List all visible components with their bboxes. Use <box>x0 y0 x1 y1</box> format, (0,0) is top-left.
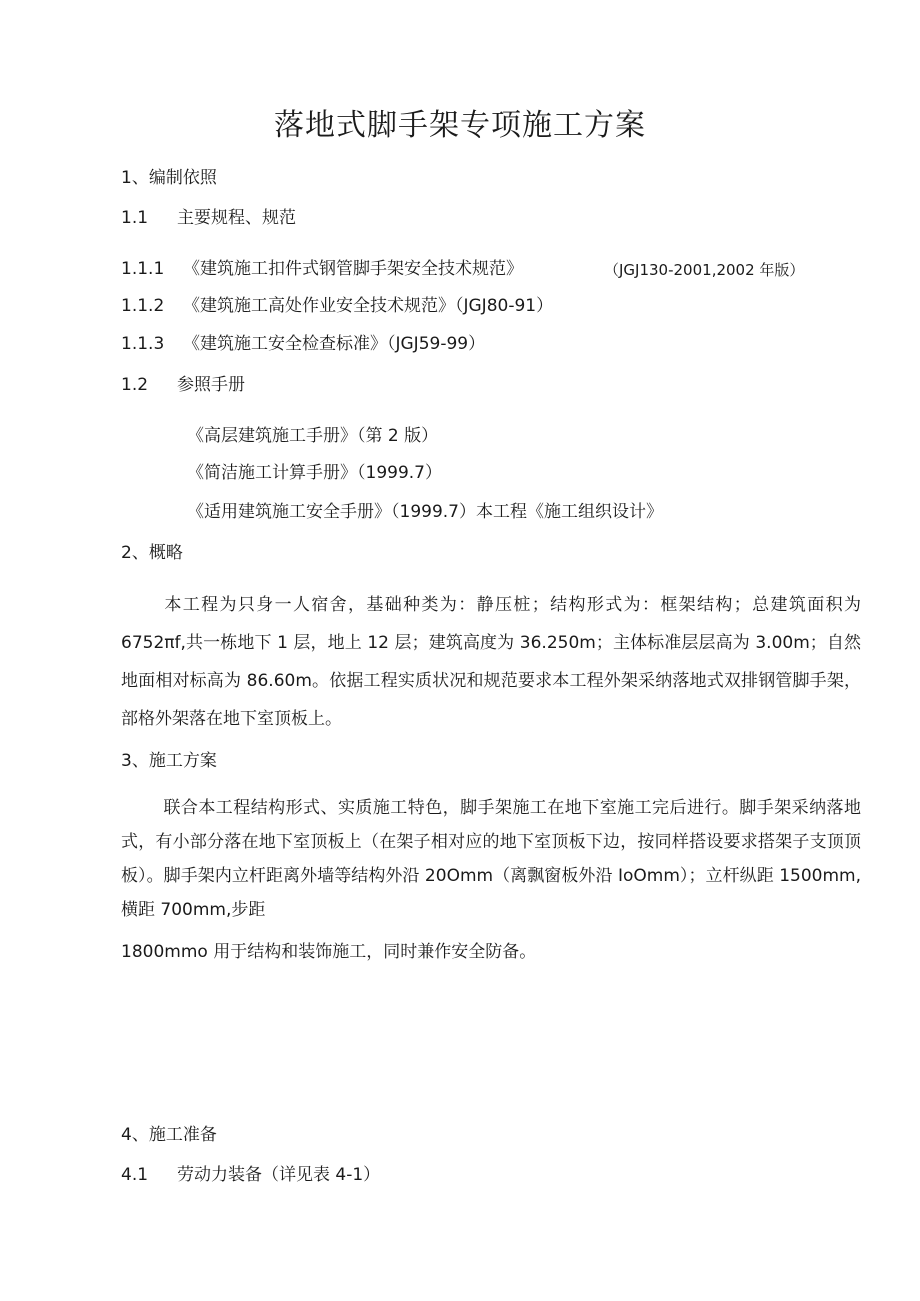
subsection-1-1-text: 主要规程、规范 <box>177 208 296 228</box>
section-3-heading: 3、施工方案 <box>121 751 217 771</box>
subsection-4-1 <box>121 1163 380 1187</box>
reference-item-text: 《建筑施工扣件式钢管脚手架安全技术规范》 <box>183 259 523 279</box>
subsection-1-1-number: 1.1 <box>121 208 149 228</box>
reference-item-1-1-3 <box>121 332 485 356</box>
subsection-4-1-number: 4.1 <box>121 1165 149 1185</box>
construction-plan-paragraph-text: 联合本工程结构形式、实质施工特色，脚手架施工在地下室施工完后进行。脚手架采纳落地式，有小部分落在地下室顶板上（在架子相对应的地下室顶板下边，按同样搭设要求搭架子支顶顶板）。脚手架内立杆距离外墙等结构外沿 20Omm（离飘窗板外沿 IoOmm）；立杆纵距 1500mm,横距 700mm,步距 <box>121 798 861 920</box>
section-4-heading: 4、施工准备 <box>121 1125 217 1145</box>
reference-item-number: 1.1.3 <box>121 334 165 354</box>
subsection-1-2-text: 参照手册 <box>177 375 245 395</box>
document-title: 落地式脚手架专项施工方案 <box>274 108 646 143</box>
subsection-4-1-text: 劳动力装备（详见表 4-1） <box>177 1165 381 1185</box>
overview-paragraph-text: 本工程为只身一人宿舍，基础种类为：静压桩；结构形式为：框架结构；总建筑面积为 6752πf,共一栋地下 1 层，地上 12 层；建筑高度为 36.250m；主体标准层层高为 3.00m；自然地面相对标高为 86.60m。依据工程实质状况和规范要求本工程外架采纳落地式双排钢管脚手架，部格外架落在地下室顶板上。 <box>121 595 861 729</box>
manual-item: 《适用建筑施工安全手册》（1999.7）本工程《施工组织设计》 <box>187 502 663 522</box>
reference-item-number: 1.1.1 <box>121 259 165 279</box>
reference-item-number: 1.1.2 <box>121 296 165 316</box>
section-1-heading: 1、编制依照 <box>121 168 217 188</box>
overview-paragraph <box>121 586 861 738</box>
reference-item-text: 《建筑施工高处作业安全技术规范》（JGJ80-91） <box>183 296 554 316</box>
subsection-1-1 <box>121 206 296 230</box>
manual-item: 《简洁施工计算手册》（1999.7） <box>187 463 442 483</box>
manual-item: 《高层建筑施工手册》（第 2 版） <box>187 426 439 446</box>
subsection-1-2 <box>121 373 245 397</box>
subsection-1-2-number: 1.2 <box>121 375 149 395</box>
reference-item-1-1-2 <box>121 294 553 318</box>
reference-item-1-1-1-code: （JGJ130-2001,2002 年版） <box>604 261 805 279</box>
reference-item-1-1-1 <box>121 257 523 281</box>
section-2-heading: 2、概略 <box>121 543 183 563</box>
construction-plan-paragraph <box>121 791 861 927</box>
construction-plan-last-line: 1800mmo 用于结构和装饰施工，同时兼作安全防备。 <box>121 942 537 962</box>
reference-item-text: 《建筑施工安全检查标准》（JGJ59-99） <box>183 334 486 354</box>
